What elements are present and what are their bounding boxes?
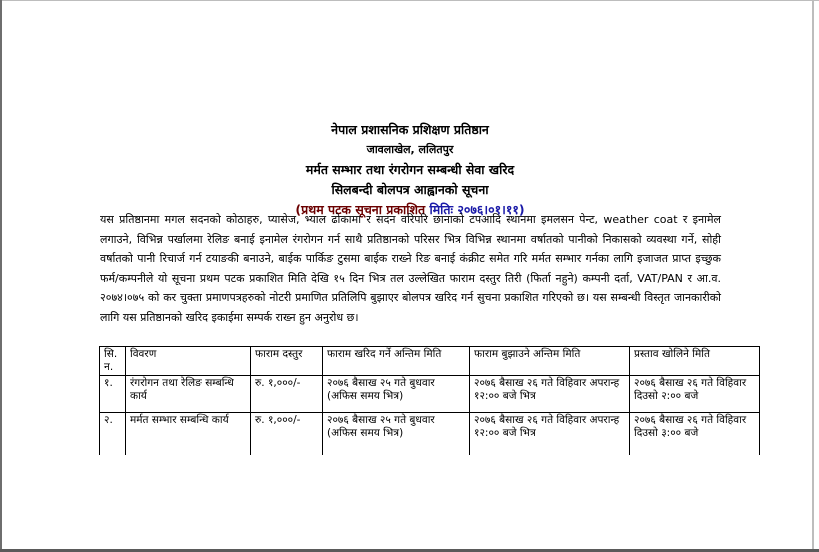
cell-serial: २.: [100, 413, 126, 456]
notice-header: [100, 120, 720, 220]
page-frame-right: [812, 0, 814, 552]
header-purchase-deadline: फाराम खरिद गर्ने अन्तिम मिति: [323, 347, 470, 376]
publication-date: मितिः २०७६।०१।११): [429, 202, 525, 217]
cell-submission-deadline: २०७६ बैसाख २६ गते विहिवार अपरान्ह १२:०० बजे भित्र: [470, 376, 630, 413]
cell-description: रंगरोगन तथा रेलिङ सम्बन्धि कार्य: [126, 376, 251, 413]
cell-purchase-deadline: २०७६ बैसाख २५ गते बुधवार (अफिस समय भित्र): [323, 376, 470, 413]
cell-opening-date: २०७६ बैसाख २६ गते विहिवार दिउसो २:०० बजे: [630, 376, 760, 413]
organization-name: नेपाल प्रशासनिक प्रशिक्षण प्रतिष्ठान: [331, 122, 489, 137]
publication-prefix: (प्रथम पटक सूचना प्रकाशित: [295, 202, 430, 217]
table-row: [100, 376, 760, 413]
header-submission-deadline: फाराम बुझाउने अन्तिम मिति: [470, 347, 630, 376]
table-header-row: [100, 347, 760, 376]
cell-description: मर्मत सम्भार सम्बन्धि कार्य: [126, 413, 251, 456]
header-description: विवरण: [126, 347, 251, 376]
cell-form-fee: रु. १,०००/-: [251, 413, 323, 456]
organization-address: जावलाखेल, ललितपुर: [366, 143, 454, 156]
table-row: [100, 413, 760, 456]
cell-submission-deadline: २०७६ बैसाख २६ गते विहिवार अपरान्ह १२:०० बजे भित्र: [470, 413, 630, 456]
notice-subject: मर्मत सम्भार तथा रंगरोगन सम्बन्धी सेवा खरिद: [305, 162, 515, 177]
page-frame-top: [0, 0, 819, 1]
notice-title: सिलबन्दी बोलपत्र आह्वानको सूचना: [331, 182, 489, 197]
notice-body: यस प्रतिष्ठानमा मगल सदनको कोठाहरु, प्यासेज, भ्याल ढोकामा र सदन वरिपरि छानाको टपआदि स्थानमा इमलसन पेन्ट, weather coat र इनामेल लगाउने, विभिन्न पर्खालमा रेलिङ बनाई इनामेल रंगरोगन गर्न साथै प्रतिष्ठानको परिसर भित्र विभिन्न स्थानमा वर्षातको पानीको निकासको व्यवस्था गर्ने, सोही वर्षातको पानी रिचार्ज गर्न टयाङकी बनाउने, बाईक पार्किङ टुसमा बाईक राख्ने रिङ बनाई कंक्रीट समेत गरि मर्मत सम्भार गर्नका लागि इजाजत प्राप्त इच्छुक फर्म/कम्पनीले यो सूचना प्रथम पटक प्रकाशित मिति देखि १५ दिन भित्र तल उल्लेखित फाराम दस्तुर तिरी (फिर्ता नहुने) कम्पनी दर्ता, VAT/PAN र आ.व. २०७४।०७५ को कर चुक्ता प्रमाणपत्रहरुको नोटरी प्रमाणित प्रतिलिपि बुझाएर बोलपत्र खरिद गर्न सुचना प्रकाशित गरिएको छ। यस सम्बन्धी विस्तृत जानकारीको लागि यस प्रतिष्ठानको खरिद इकाईमा सम्पर्क राख्न हुन अनुरोध छ।: [100, 213, 721, 324]
header-opening-date: प्रस्ताव खोलिने मिति: [630, 347, 760, 376]
header-form-fee: फाराम दस्तुर: [251, 347, 323, 376]
cell-form-fee: रु. १,०००/-: [251, 376, 323, 413]
cell-serial: १.: [100, 376, 126, 413]
header-serial: सि. न.: [100, 347, 126, 376]
cell-opening-date: २०७६ बैसाख २६ गते विहिवार दिउसो ३:०० बजे: [630, 413, 760, 456]
cell-purchase-deadline: २०७६ बैसाख २५ गते बुधवार (अफिस समय भित्र): [323, 413, 470, 456]
bid-table: [99, 346, 760, 455]
page-frame-left: [0, 0, 2, 552]
